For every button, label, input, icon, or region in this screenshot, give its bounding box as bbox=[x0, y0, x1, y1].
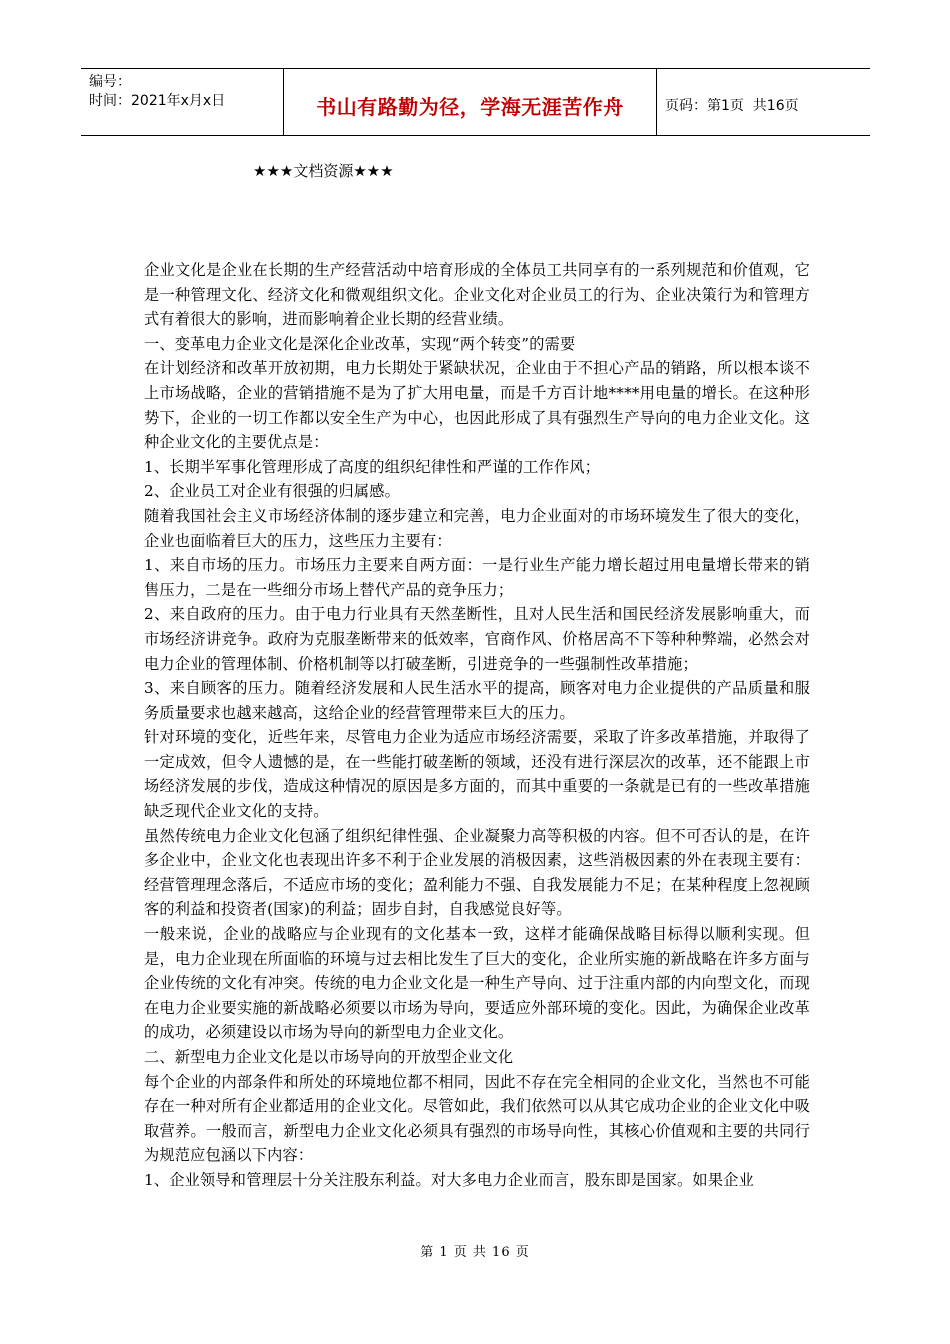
paragraph: 一般来说，企业的战略应与企业现有的文化基本一致，这样才能确保战略目标得以顺利实现。但是，电力企业现在所面临的环境与过去相比发生了巨大的变化，企业所实施的新战略在许多方面与企业传统的文化有冲突。传统的电力企业文化是一种生产导向、过于注重内部的内向型文化，而现在电力企业要实施的新战略必须要以市场为导向，要适应外部环境的变化。因此，为确保企业改革的成功，必须建设以市场为导向的新型电力企业文化。 bbox=[144, 925, 810, 1042]
header-meta bbox=[81, 69, 283, 135]
document-number-label: 编号： bbox=[89, 74, 131, 90]
paragraph: 针对环境的变化，近些年来，尽管电力企业为适应市场经济需要，采取了许多改革措施，并取得了一定成效，但令人遗憾的是，在一些能打破垄断的领域，还没有进行深层次的改革，还不能跟上市场经济发展的步伐，造成这种情况的原因是多方面的，而其中重要的一条就是已有的一些改革措施缺乏现代企业文化的支持。 bbox=[144, 728, 810, 821]
paragraph: 每个企业的内部条件和所处的环境地位都不相同，因此不存在完全相同的企业文化，当然也不可能存在一种对所有企业都适用的企业文化。尽管如此，我们依然可以从其它成功企业的企业文化中吸取营养。一般而言，新型电力企业文化必须具有强烈的市场导向性，其核心价值观和主要的共同行为规范应包涵以下内容： bbox=[144, 1072, 810, 1165]
list-item: 3、来自顾客的压力。随着经济发展和人民生活水平的提高，顾客对电力企业提供的产品质量和服务质量要求也越来越高，这给企业的经营管理带来巨大的压力。 bbox=[144, 679, 810, 722]
document-time-label: 时间：2021年x月x日 bbox=[89, 93, 226, 109]
list-item: 1、企业领导和管理层十分关注股东利益。对大多电力企业而言，股东即是国家。如果企业 bbox=[144, 1170, 754, 1189]
header-page-info: 页码：第1页 共16页 bbox=[665, 98, 799, 114]
list-item: 2、企业员工对企业有很强的归属感。 bbox=[144, 482, 401, 501]
page-header bbox=[81, 68, 870, 136]
list-item: 1、长期半军事化管理形成了高度的组织纪律性和严谨的工作作风； bbox=[144, 457, 601, 476]
section-heading: 二、新型电力企业文化是以市场导向的开放型企业文化 bbox=[144, 1048, 514, 1066]
paragraph: 随着我国社会主义市场经济体制的逐步建立和完善，电力企业面对的市场环境发生了很大的变化，企业也面临着巨大的压力，这些压力主要有： bbox=[144, 506, 810, 550]
document-resource-banner: ★★★文档资源★★★ bbox=[253, 162, 394, 180]
list-item: 1、来自市场的压力。市场压力主要来自两方面：一是行业生产能力增长超过用电量增长带来的销售压力，二是在一些细分市场上替代产品的竞争压力； bbox=[144, 556, 810, 599]
header-motto: 书山有路勤为径，学海无涯苦作舟 bbox=[316, 94, 624, 119]
header-motto-cell bbox=[283, 69, 657, 135]
page-footer: 第 1 页 共 16 页 bbox=[420, 1245, 530, 1260]
document-body bbox=[144, 258, 810, 1193]
section-heading: 一、变革电力企业文化是深化企业改革，实现“两个转变”的需要 bbox=[144, 334, 576, 353]
paragraph: 企业文化是企业在长期的生产经营活动中培育形成的全体员工共同享有的一系列规范和价值观，它是一种管理文化、经济文化和微观组织文化。企业文化对企业员工的行为、企业决策行为和管理方式有着很大的影响，进而影响着企业长期的经营业绩。 bbox=[144, 261, 810, 329]
paragraph: 虽然传统电力企业文化包涵了组织纪律性强、企业凝聚力高等积极的内容。但不可否认的是，在许多企业中，企业文化也表现出许多不利于企业发展的消极因素，这些消极因素的外在表现主要有：经营管理理念落后，不适应市场的变化；盈利能力不强、自我发展能力不足；在某种程度上忽视顾客的利益和投资者(国家)的利益；固步自封，自我感觉良好等。 bbox=[144, 826, 810, 919]
list-item: 2、来自政府的压力。由于电力行业具有天然垄断性，且对人民生活和国民经济发展影响重大，而市场经济讲竞争。政府为克服垄断带来的低效率，官商作风、价格居高不下等种种弊端，必然会对电力企业的管理体制、价格机制等以打破垄断，引进竞争的一些强制性改革措施； bbox=[144, 605, 810, 673]
paragraph: 在计划经济和改革开放初期，电力长期处于紧缺状况，企业由于不担心产品的销路，所以根本谈不上市场战略，企业的营销措施不是为了扩大用电量，而是千方百计地****用电量的增长。在这种形势下，企业的一切工作都以安全生产为中心，也因此形成了具有强烈生产导向的电力企业文化。这种企业文化的主要优点是： bbox=[144, 359, 810, 452]
